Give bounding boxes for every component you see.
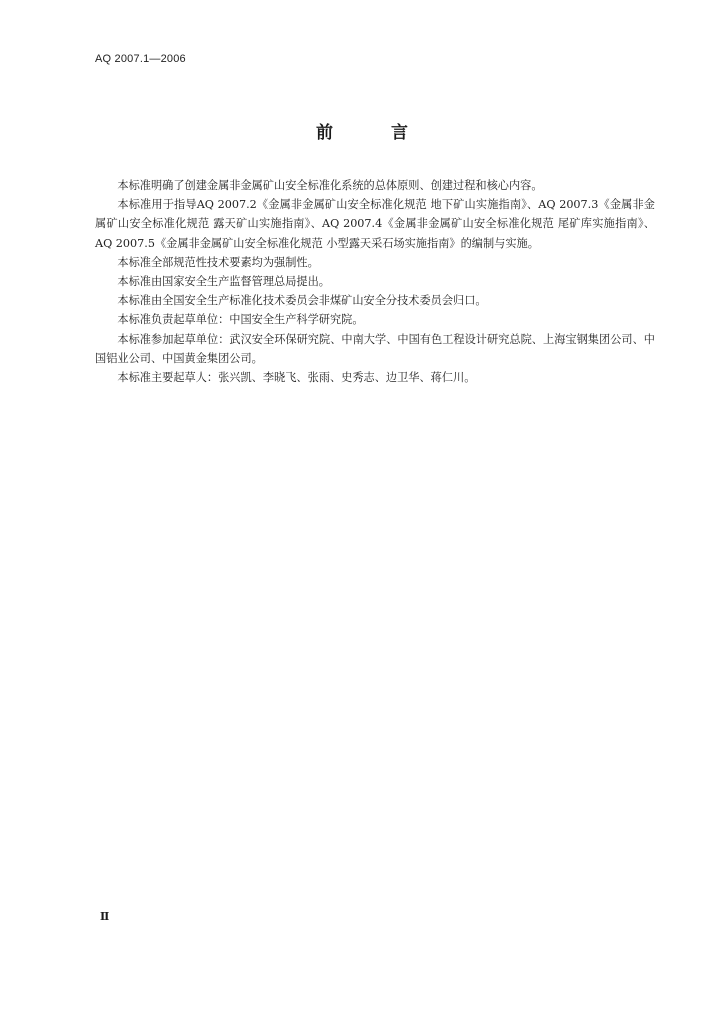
paragraph: 本标准主要起草人：张兴凯、李晓飞、张雨、史秀志、边卫华、蒋仁川。 xyxy=(117,371,476,385)
paragraph: 本标准由国家安全生产监督管理总局提出。 xyxy=(117,275,330,289)
paragraph: 本标准明确了创建金属非金属矿山安全标准化系统的总体原则、创建过程和核心内容。 xyxy=(117,179,543,192)
foreword-body xyxy=(95,176,655,387)
section-title: 前 言 xyxy=(316,123,434,143)
paragraph: 本标准由全国安全生产标准化技术委员会非煤矿山安全分技术委员会归口。 xyxy=(117,294,487,308)
paragraph: 本标准全部规范性技术要素均为强制性。 xyxy=(117,255,319,269)
paragraph: 本标准负责起草单位：中国安全生产科学研究院。 xyxy=(117,313,364,327)
paragraph: 本标准参加起草单位：武汉安全环保研究院、中南大学、中国有色工程设计研究总院、上海宝钢集团公司、中国铝业公司、中国黄金集团公司。 xyxy=(95,332,655,365)
page-number: Ⅱ xyxy=(100,910,110,923)
standard-code: AQ 2007.1—2006 xyxy=(95,53,186,65)
paragraph: 本标准用于指导AQ 2007.2《金属非金属矿山安全标准化规范 地下矿山实施指南》、AQ 2007.3《金属非金属矿山安全标准化规范 露天矿山实施指南》、AQ 2007.4《金属非金属矿山安全标准化规范 尾矿库实施指南》、AQ 2007.5《金属非金属矿山安全标准化规范 小型露天采石场实施指南》的编制与实施。 xyxy=(95,198,655,250)
